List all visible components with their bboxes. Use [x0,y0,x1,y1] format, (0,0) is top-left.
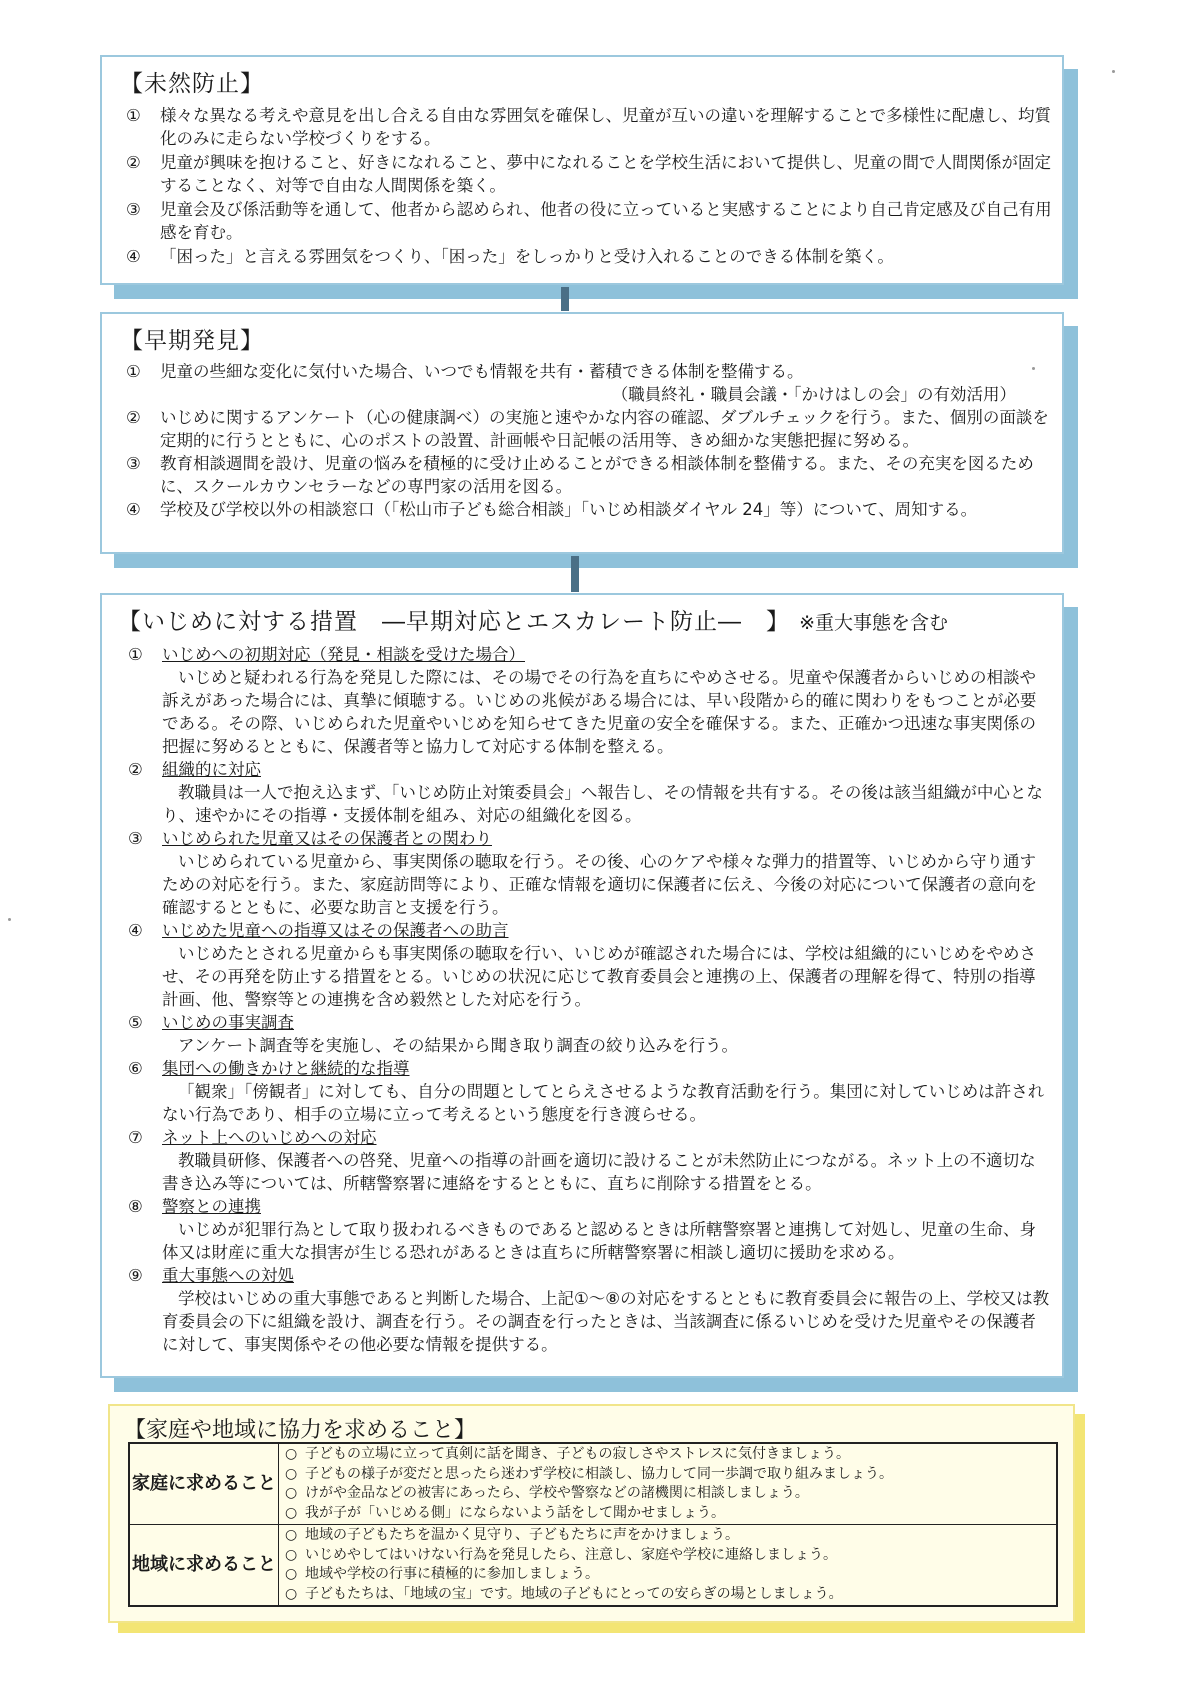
list-item: ② 児童が興味を抱けること、好きになれること、夢中になれることを学校生活において提供し、児童の間で人間関係が固定することなく、対等で自由な人間関係を築く。 [126,153,1051,195]
response-measures-title: 【いじめに対する措置 ―早期対応とエスカレート防止― 】 [118,609,790,635]
table-row [129,1443,1057,1525]
list-item: ① 児童の些細な変化に気付いた場合、いつでも情報を共有・蓄積できる体制を整備する。 （職員終礼・職員会議・「かけはしの会」の有効活用） [126,360,1052,406]
measure-heading: いじめへの初期対応（発見・相談を受けた場合） [162,645,525,664]
response-measures-box [100,593,1064,1378]
prevention-title: 【未然防止】 [120,71,264,97]
list-item: ② 組織的に対応 教職員は一人で抱え込まず、「いじめ防止対策委員会」へ報告し、その情報を共有する。その後は該当組織が中心となり、速やかにその指導・支援体制を組み、対応の組織化を図る。 [128,760,1043,825]
list-item: ④ いじめた児童への指導又はその保護者への助言 いじめたとされる児童からも事実関係の聴取を行い、いじめが確認された場合には、学校は組織的にいじめをやめさせ、その再発を防止する措置をとる。いじめの状況に応じて教育委員会と連携の上、保護者の理解を得て、特別の指導計画、他、警察等との連携を含め毅然とした対応を行う。 [128,921,1036,1009]
cooperation-title: 【家庭や地域に協力を求めること】 [124,1418,477,1443]
list-item: ⑦ ネット上へのいじめへの対応 教職員研修、保護者への啓発、児童への指導の計画を適切に設けることが未然防止につながる。ネット上の不適切な書き込み等については、所轄警察署に連絡をするとともに、直ちに削除する措置をとる。 [128,1128,1036,1193]
list-item: ③ 教育相談週間を設け、児童の悩みを積極的に受け止めることができる相談体制を整備する。また、その充実を図るために、スクールカウンセラーなどの専門家の活用を図る。 [126,454,1034,496]
list-item: ○ 子どもたちは、「地域の宝」です。地域の子どもにとっての安らぎの場としましょう。 [285,1585,843,1602]
cooperation-table [128,1442,1058,1607]
list-item: ○ 子どもの様子が変だと思ったら迷わず学校に相談し、協力して同一歩調で取り組みましょう。 [285,1465,893,1482]
measure-heading: 警察との連携 [162,1197,261,1216]
early-detection-list [126,360,1052,521]
community-requests [279,1525,1058,1607]
response-measures-list [128,643,1050,1356]
list-item: ② いじめに関するアンケート（心の健康調べ）の実施と速やかな内容の確認、ダブルチェックを行う。また、個別の面談を定期的に行うとともに、心のポストの設置、計画帳や日記帳の活用等、きめ細かな実態把握に努める。 [126,408,1049,450]
home-label: 家庭に求めること [129,1443,279,1525]
list-item: ④ 学校及び学校以外の相談窓口（「松山市子ども総合相談」「いじめ相談ダイヤル 24」等）について、周知する。 [126,500,978,519]
scan-mark [1032,367,1035,370]
connector-line [561,287,569,311]
measure-heading: いじめた児童への指導又はその保護者への助言 [162,921,509,940]
list-item: ○ 子どもの立場に立って真剣に話を聞き、子どもの寂しさやストレスに気付きましょう。 [285,1446,851,1462]
measure-heading: ネット上へのいじめへの対応 [162,1128,377,1147]
measure-heading: 重大事態への対処 [162,1266,294,1285]
usage-note: （職員終礼・職員会議・「かけはしの会」の有効活用） [611,385,1016,404]
list-item: ○ けがや金品などの被害にあったら、学校や警察などの諸機関に相談しましょう。 [285,1485,809,1501]
home-requests [279,1443,1058,1525]
measure-heading: いじめられた児童又はその保護者との関わり [162,829,492,848]
list-item: ○ 地域や学校の行事に積極的に参加しましょう。 [285,1566,599,1582]
early-detection-title: 【早期発見】 [120,328,264,354]
list-item: ⑧ 警察との連携 いじめが犯罪行為として取り扱われるべきものであると認めるときは所轄警察署と連携して対処し、児童の生命、身体又は財産に重大な損害が生じる恐れがあるときは直ちに所轄警察署に相談し適切に援助を求める。 [128,1197,1036,1262]
prevention-box [100,55,1064,285]
cooperation-box [108,1404,1075,1623]
list-item: ⑤ いじめの事実調査 アンケート調査等を実施し、その結果から聞き取り調査の絞り込みを行う。 [128,1013,739,1055]
list-item: ○ 地域の子どもたちを温かく見守り、子どもたちに声をかけましょう。 [285,1527,739,1543]
list-item: ① 様々な異なる考えや意見を出し合える自由な雰囲気を確保し、児童が互いの違いを理解することで多様性に配慮し、均質化のみに走らない学校づくりをする。 [126,106,1051,148]
list-item: ① いじめへの初期対応（発見・相談を受けた場合） いじめと疑われる行為を発見した際には、その場でその行為を直ちにやめさせる。児童や保護者からいじめの相談や訴えがあった場合には、真摯に傾聴する。いじめの兆候がある場合には、早い段階から的確に関わりをもつことが必要である。その際、いじめられた児童やいじめを知らせてきた児童の安全を確保する。また、正確かつ迅速な事実関係の把握に努めるとともに、保護者等と協力して対応する体制を整える。 [128,645,1037,756]
measure-heading: いじめの事実調査 [162,1013,294,1032]
list-item: ③ いじめられた児童又はその保護者との関わり いじめられている児童から、事実関係の聴取を行う。その後、心のケアや様々な弾力的措置等、いじめから守り通すための対応を行う。また、家庭訪問等により、正確な情報を適切に保護者に伝え、今後の対応について保護者の意向を確認するとともに、必要な助言と支援を行う。 [128,829,1038,917]
scan-mark [8,918,11,921]
early-detection-box [100,312,1064,554]
measure-heading: 組織的に対応 [162,760,261,779]
list-item: ③ 児童会及び係活動等を通して、他者から認められ、他者の役に立っていると実感することにより自己肯定感及び自己有用感を育む。 [126,200,1052,242]
community-label: 地域に求めること [129,1525,279,1607]
scan-mark [1112,70,1115,73]
prevention-list [126,104,1052,268]
list-item: ④ 「困った」と言える雰囲気をつくり、「困った」をしっかりと受け入れることのできる体制を築く。 [126,247,894,266]
measure-heading: 集団への働きかけと継続的な指導 [162,1059,410,1078]
list-item: ⑨ 重大事態への対処 学校はいじめの重大事態であると判断した場合、上記①～⑧の対応をするとともに教育委員会に報告の上、学校又は教育委員会の下に組織を設け、調査を行う。その調査を行ったときは、当該調査に係るいじめを受けた児童やその保護者に対して、事実関係やその他必要な情報を提供する。 [128,1266,1050,1354]
list-item: ○ いじめやしてはいけない行為を発見したら、注意し、家庭や学校に連絡しましょう。 [285,1546,837,1563]
response-measures-header [118,603,948,636]
list-item: ⑥ 集団への働きかけと継続的な指導 「観衆」「傍観者」に対しても、自分の問題としてとらえさせるような教育活動を行う。集団に対していじめは許されない行為であり、相手の立場に立って考えるという態度を行き渡らせる。 [128,1059,1045,1124]
serious-case-note: ※重大事態を含む [799,612,949,634]
table-row [129,1525,1057,1607]
list-item: ○ 我が子が「いじめる側」にならないよう話をして聞かせましょう。 [285,1504,725,1521]
connector-line [571,556,579,592]
